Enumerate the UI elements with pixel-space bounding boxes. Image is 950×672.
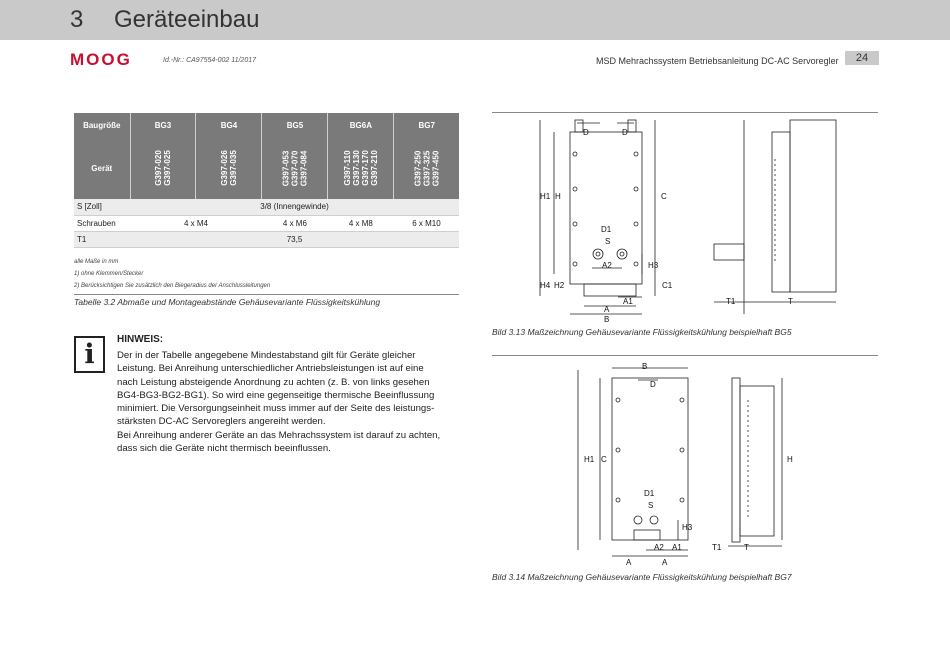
figure-bg5-caption: Bild 3.13 Maßzeichnung Gehäusevariante Flüssigkeitskühlung beispielhaft BG5 <box>492 327 792 337</box>
svg-text:A1: A1 <box>623 297 633 306</box>
svg-text:D: D <box>650 380 656 389</box>
row-screw-label: Schrauben <box>74 215 130 231</box>
drawing-bg7 <box>492 360 882 568</box>
svg-text:A1: A1 <box>672 543 682 552</box>
screw-bg6a: 4 x M8 <box>328 215 394 231</box>
svg-text:C: C <box>601 455 607 464</box>
svg-text:H: H <box>787 455 793 464</box>
svg-text:A: A <box>662 558 668 567</box>
svg-text:A2: A2 <box>654 543 664 552</box>
info-icon: i <box>74 336 105 373</box>
moog-logo: MOOG <box>70 50 132 69</box>
devices-bg5: G397-053 G397-070 G397-084 <box>262 137 328 199</box>
svg-text:T1: T1 <box>712 543 722 552</box>
document-id: Id.-Nr.: CA97554-002 11/2017 <box>163 57 257 64</box>
dimension-table <box>74 113 459 248</box>
svg-text:D1: D1 <box>601 225 612 234</box>
note-title: HINWEIS: <box>117 334 164 345</box>
table-notes <box>74 256 270 292</box>
row-t1-label: T1 <box>74 231 130 247</box>
note-footnote-2: 2) Berücksichtigen Sie zusätzlich den Biegeradius der Anschlussleitungen <box>74 283 271 289</box>
svg-text:C: C <box>661 192 667 201</box>
device-label: Gerät <box>74 137 130 199</box>
svg-text:T: T <box>788 297 793 306</box>
svg-text:D: D <box>583 128 589 137</box>
row-t1-value: 73,5 <box>130 231 459 247</box>
screw-bg7: 6 x M10 <box>394 215 459 231</box>
figure-bg7-caption: Bild 3.14 Maßzeichnung Gehäusevariante Flüssigkeitskühlung beispielhaft BG7 <box>492 572 792 582</box>
figure-top-rule <box>492 112 878 113</box>
drawing-bg5 <box>492 114 882 324</box>
svg-text:H3: H3 <box>682 523 693 532</box>
devices-bg7: G397-250 G397-325 G397-450 <box>394 137 459 199</box>
svg-text:A2: A2 <box>602 261 612 270</box>
svg-text:H1: H1 <box>540 192 551 201</box>
manual-title: MSD Mehrachssystem Betriebsanleitung DC-AC Servoregler <box>596 56 839 66</box>
svg-text:B: B <box>604 315 610 324</box>
note-body: Der in der Tabelle angegebene Mindestabstand gilt für Geräte gleicher Leistung. Bei Anreihung unterschiedlicher Antriebsleistungen ist auf eine nach Leistung absteigende Anordnung zu achten (z. B. von links gesehen BG4-BG3-BG2-BG1). So wird eine gegenseitige thermische Beeinflussung minimiert. Die Versorgungseinheit muss immer auf der Seite des leistungs- stärksten DC-AC Servoreglers angereiht werden. Bei Anreihung anderer Geräte an das Mehrachssystem ist darauf zu achten, dass sich die Geräte nicht thermisch beeinflussen. <box>117 350 441 455</box>
svg-text:H2: H2 <box>554 281 565 290</box>
svg-text:B: B <box>642 362 648 371</box>
svg-text:S: S <box>605 237 611 246</box>
table-divider <box>74 294 459 295</box>
devices-bg6a: G397-110 G397-130 G397-170 G397-210 <box>328 137 394 199</box>
col-bg4: BG4 <box>196 113 262 137</box>
note-units: alle Maße in mm <box>74 259 119 265</box>
svg-text:H: H <box>555 192 561 201</box>
screw-bg3-bg4: 4 x M4 <box>130 215 262 231</box>
svg-text:H1: H1 <box>584 455 595 464</box>
svg-text:H4: H4 <box>540 281 551 290</box>
svg-text:S: S <box>648 501 654 510</box>
table-caption: Tabelle 3.2 Abmaße und Montageabstände Gehäusevariante Flüssigkeitskühlung <box>74 297 381 307</box>
col-header-size: Baugröße <box>74 113 130 137</box>
devices-bg3: G397-020 G397-025 <box>130 137 196 199</box>
chapter-title: Geräteeinbau <box>114 6 260 33</box>
note-footnote-1: 1) ohne Klemmen/Stecker <box>74 271 144 277</box>
svg-text:D1: D1 <box>644 489 655 498</box>
svg-text:A: A <box>626 558 632 567</box>
row-s-value: 3/8 (Innengewinde) <box>130 199 459 215</box>
page-number: 24 <box>845 51 879 65</box>
svg-text:A: A <box>604 305 610 314</box>
devices-bg4: G397-026 G397-035 <box>196 137 262 199</box>
svg-text:H3: H3 <box>648 261 659 270</box>
col-bg6a: BG6A <box>328 113 394 137</box>
figure-mid-rule <box>492 355 878 356</box>
svg-text:T1: T1 <box>726 297 736 306</box>
col-bg5: BG5 <box>262 113 328 137</box>
svg-text:C1: C1 <box>662 281 673 290</box>
col-bg7: BG7 <box>394 113 459 137</box>
col-bg3: BG3 <box>130 113 196 137</box>
svg-text:D: D <box>622 128 628 137</box>
row-s-label: S [Zoll] <box>74 199 130 215</box>
chapter-number: 3 <box>70 6 84 33</box>
screw-bg5: 4 x M6 <box>262 215 328 231</box>
svg-text:T: T <box>744 543 749 552</box>
